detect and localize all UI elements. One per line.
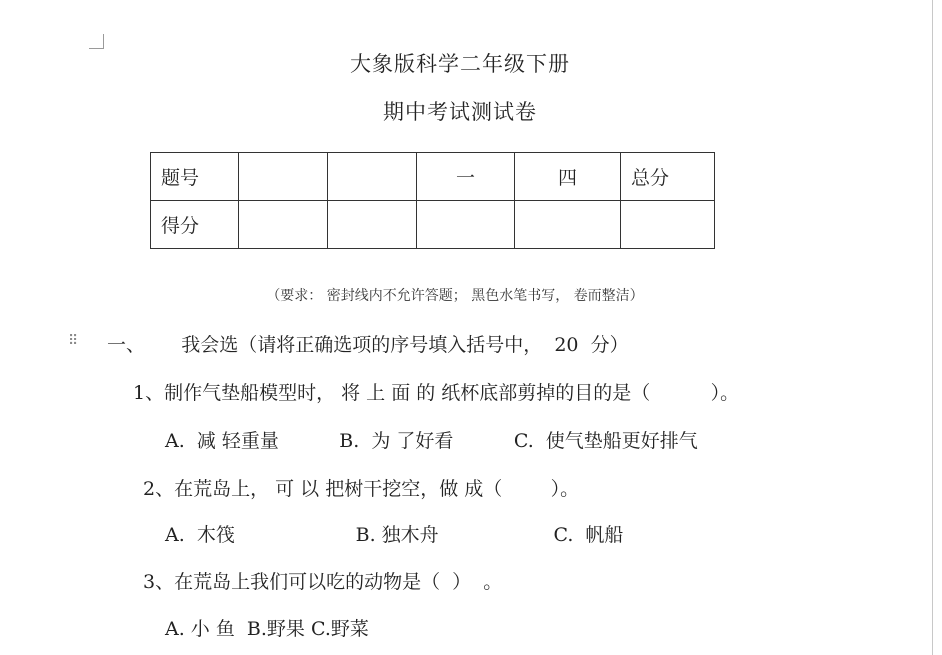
- option-b: B. 独木舟: [355, 524, 439, 546]
- score-table: [150, 152, 715, 249]
- table-cell[interactable]: [239, 153, 328, 201]
- exam-requirement: （要求： 密封线内不允许答题； 黑色水笔书写， 卷而整洁）: [266, 288, 644, 304]
- table-cell[interactable]: 得分: [151, 201, 239, 249]
- page-edge-divider: [932, 0, 933, 655]
- document-subtitle: 期中考试测试卷: [383, 100, 537, 124]
- document-title: 大象版科学二年级下册: [350, 52, 570, 76]
- question-2-options: [165, 520, 623, 547]
- table-cell[interactable]: 总分: [621, 153, 715, 201]
- option-c: C. 使气垫船更好排气: [513, 430, 698, 452]
- question-1: 1、制作气垫船模型时， 将 上 面 的 纸杯底部剪掉的目的是（ ）。: [133, 382, 740, 404]
- question-3: 3、在荒岛上我们可以吃的动物是（ ） 。: [143, 571, 503, 593]
- option-b: B. 为 了好看: [339, 430, 454, 452]
- table-cell[interactable]: [328, 201, 417, 249]
- section-title: 我会选（请将正确选项的序号填入括号中， 20 分）: [181, 334, 629, 356]
- question-2: 2、在荒岛上， 可 以 把树干挖空，做 成（ ）。: [143, 478, 580, 500]
- table-cell[interactable]: 一: [417, 153, 515, 201]
- question-3-options: A. 小 鱼 B.野果 C.野菜: [165, 618, 369, 640]
- table-cell[interactable]: [515, 201, 621, 249]
- option-a: A. 木筏: [165, 524, 235, 546]
- table-row: [151, 153, 715, 201]
- margin-corner-mark: [89, 34, 104, 49]
- table-row: [151, 201, 715, 249]
- table-cell[interactable]: [328, 153, 417, 201]
- option-a: A. 减 轻重量: [165, 430, 279, 452]
- section-heading: [107, 330, 629, 357]
- section-number: 一、: [107, 334, 146, 356]
- table-cell[interactable]: 四: [515, 153, 621, 201]
- table-cell[interactable]: [621, 201, 715, 249]
- table-cell[interactable]: [417, 201, 515, 249]
- drag-handle-icon[interactable]: ⠿: [68, 333, 79, 349]
- table-cell[interactable]: 题号: [151, 153, 239, 201]
- question-1-options: [165, 426, 698, 453]
- option-c: C. 帆船: [553, 524, 624, 546]
- table-cell[interactable]: [239, 201, 328, 249]
